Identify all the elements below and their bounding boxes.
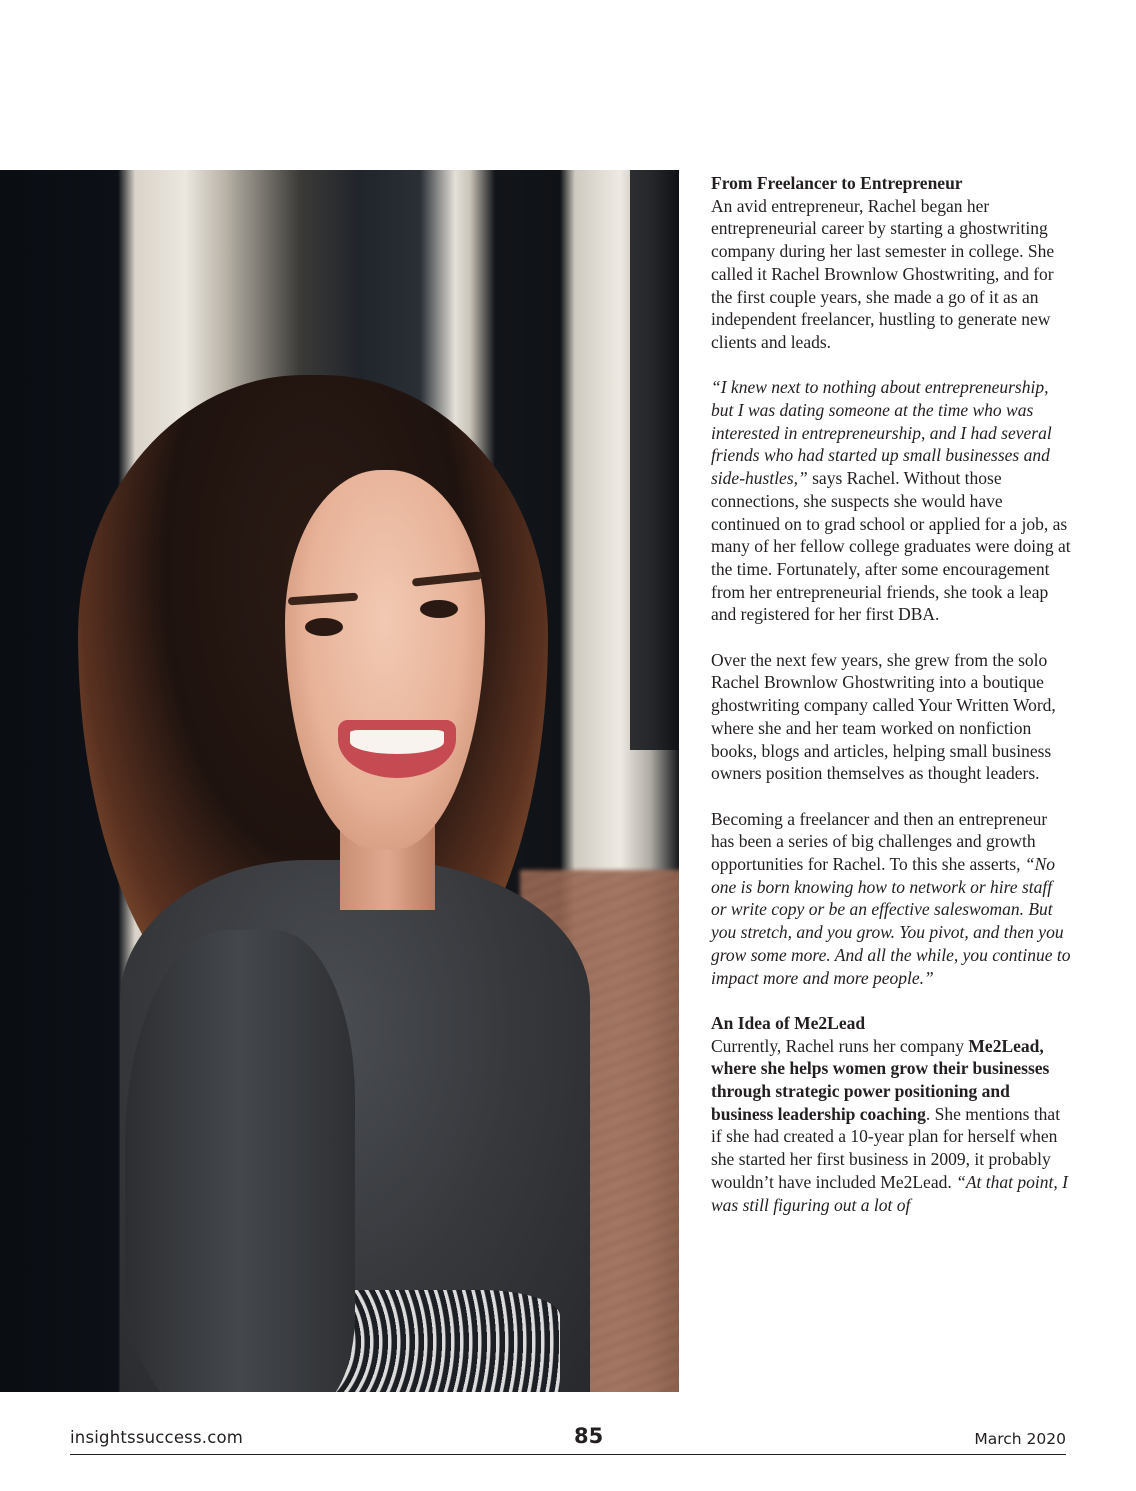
quote-1: “I knew next to nothing about entrepreneurship, but I was dating someone at the time who was interested in entrepreneurship, and I had several friends who had started up small businesses and side-hustles,”	[711, 377, 1052, 489]
right-eye	[420, 600, 458, 618]
left-eye	[305, 618, 343, 636]
paragraph-5-rest: . She mentions that if she had created a 10-year plan for herself when she started her first business in 2009, it probably wouldn’t have included Me2Lead.	[711, 1103, 1061, 1192]
section-heading-freelancer: From Freelancer to Entrepreneur	[711, 173, 963, 193]
window-shadow	[630, 170, 679, 750]
paragraph-5-lead: Currently, Rachel runs her company	[711, 1035, 969, 1056]
portrait-photo	[0, 170, 679, 1392]
footer-website: insightssuccess.com	[70, 1428, 244, 1447]
teeth	[350, 730, 444, 754]
paragraph-2	[711, 376, 1071, 626]
issue-date: March 2020	[974, 1430, 1066, 1448]
paragraph-3: Over the next few years, she grew from the solo Rachel Brownlow Ghostwriting into a boutique ghostwriting company called Your Written Word, where she and her team worked on nonfiction books, blogs and articles, helping small business owners position themselves as thought leaders.	[711, 649, 1056, 784]
article-column	[711, 172, 1071, 1239]
paragraph-4-lead: Becoming a freelancer and then an entrepreneur has been a series of big challenges and growth opportunities for Rachel. To this she asserts,	[711, 808, 1048, 875]
paragraph-1: An avid entrepreneur, Rachel began her entrepreneurial career by starting a ghostwriting company during her last semester in college. She called it Rachel Brownlow Ghostwriting, and for the first couple years, she made a go of it as an independent freelancer, hustling to generate new clients and leads.	[711, 195, 1055, 352]
quote-3: “At that point, I was still figuring out a lot of	[711, 1171, 1068, 1215]
paragraph-5-bold: Me2Lead, where she helps women grow their businesses through strategic power positioning and business leadership coaching	[711, 1035, 1050, 1124]
paragraph-4	[711, 808, 1071, 990]
paragraph-5	[711, 1035, 1071, 1217]
quote-2: “No one is born knowing how to network or hire staff or write copy or be an effective saleswoman. But you stretch, and you grow. You pivot, and then you grow some more. And all the while, you continue to impact more and more people.”	[711, 854, 1071, 988]
section-heading-me2lead: An Idea of Me2Lead	[711, 1012, 866, 1033]
page-footer	[70, 1424, 1066, 1455]
paragraph-2-text: says Rachel. Without those connections, she suspects she would have continued on to grad school or applied for a job, as many of her fellow college graduates were doing at the time. Fortunately, after some encouragement from her entrepreneurial friends, she took a leap and registered for her first DBA.	[711, 468, 1071, 625]
arm	[125, 930, 355, 1392]
page-number: 85	[574, 1424, 604, 1448]
